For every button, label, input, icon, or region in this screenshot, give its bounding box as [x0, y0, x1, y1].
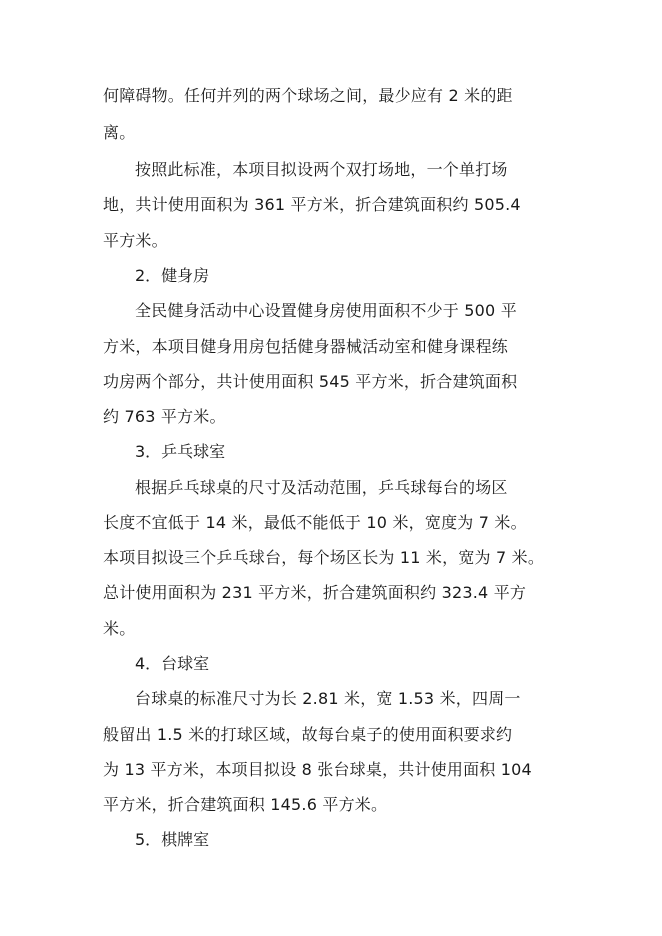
text-line: 根据乒乓球桌的尺寸及活动范围，乒乓球每台的场区: [135, 478, 508, 497]
text-line: 方米，本项目健身用房包括健身器械活动室和健身课程练: [103, 337, 509, 356]
text-line: 平方米，折合建筑面积 145.6 平方米。: [103, 795, 388, 814]
section-heading-fitness-room: 2．健身房: [135, 266, 210, 285]
text-line: 总计使用面积为 231 平方米，折合建筑面积约 323.4 平方: [103, 583, 527, 602]
text-line: 长度不宜低于 14 米，最低不能低于 10 米，宽度为 7 米。: [103, 513, 527, 532]
text-line: 功房两个部分，共计使用面积 545 平方米，折合建筑面积: [103, 372, 518, 391]
text-line: 平方米。: [103, 231, 168, 250]
section-heading-chess-room: 5．棋牌室: [135, 830, 210, 849]
text-line: 米。: [103, 619, 136, 638]
section-heading-table-tennis-room: 3．乒乓球室: [135, 442, 226, 461]
text-line: 本项目拟设三个乒乓球台，每个场区长为 11 米，宽为 7 米。: [103, 548, 545, 567]
text-line: 为 13 平方米，本项目拟设 8 张台球桌，共计使用面积 104: [103, 760, 532, 779]
text-line: 全民健身活动中心设置健身房使用面积不少于 500 平: [135, 301, 517, 320]
text-line: 般留出 1.5 米的打球区域，故每台桌子的使用面积要求约: [103, 725, 513, 744]
text-line: 地，共计使用面积为 361 平方米，折合建筑面积约 505.4: [103, 195, 521, 214]
text-line: 台球桌的标准尺寸为长 2.81 米，宽 1.53 米，四周一: [135, 689, 521, 708]
text-line: 何障碍物。任何并列的两个球场之间，最少应有 2 米的距: [103, 86, 513, 105]
section-heading-billiards-room: 4．台球室: [135, 654, 210, 673]
text-line: 约 763 平方米。: [103, 407, 226, 426]
text-line: 离。: [103, 123, 136, 142]
text-line: 按照此标准，本项目拟设两个双打场地，一个单打场: [135, 160, 508, 179]
